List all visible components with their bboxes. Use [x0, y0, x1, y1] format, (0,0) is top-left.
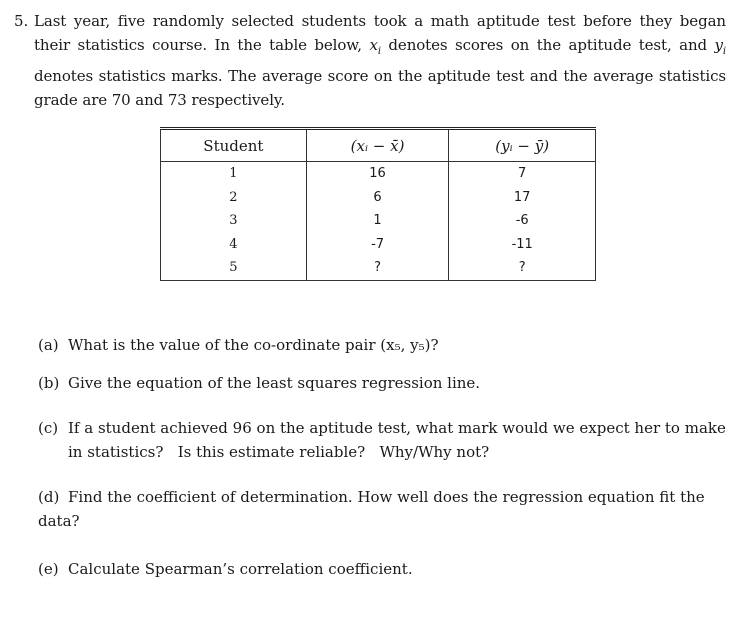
cell-x-dev: -7: [306, 233, 449, 257]
question-label: (b): [38, 374, 60, 392]
table-row: [161, 186, 596, 210]
cell-student: 1: [161, 162, 307, 186]
table-header-row: [161, 129, 596, 162]
question-text-continued: in statistics? Is this estimate reliable? Why/Why not?: [68, 443, 490, 461]
header-student: Student: [161, 129, 307, 162]
question-label: (e): [38, 560, 59, 578]
var-x: $x_i$: [369, 36, 381, 57]
cell-student: 3: [161, 209, 307, 233]
var-y: $y_i$: [714, 36, 726, 57]
question-text: Calculate Spearman’s correlation coefficient.: [68, 560, 413, 578]
question-text: Find the coefficient of determination. How well does the regression equation fit the data?: [38, 488, 705, 530]
cell-student: 4: [161, 233, 307, 257]
data-table-wrapper: [160, 127, 596, 281]
cell-student: 5: [161, 256, 307, 280]
question-text: What is the value of the co-ordinate pair (x₅, y₅)?: [68, 336, 439, 354]
cell-x-dev: 1: [306, 209, 449, 233]
cell-y-dev: 7: [449, 162, 596, 186]
cell-y-dev: ?: [449, 256, 596, 280]
data-table: [160, 127, 596, 281]
question-label: (c): [38, 419, 59, 437]
question-text: Give the equation of the least squares regression line.: [68, 374, 481, 392]
question-text: If a student achieved 96 on the aptitude test, what mark would we expect her to make: [68, 419, 726, 437]
header-y-deviation: (yᵢ − ȳ): [449, 129, 596, 162]
table-row: [161, 256, 596, 280]
question-e: [38, 557, 728, 581]
question-a: [38, 333, 728, 357]
question-label: (d): [38, 488, 60, 506]
question-b: [38, 371, 728, 395]
table-row: [161, 162, 596, 186]
cell-y-dev: 17: [449, 186, 596, 210]
problem-number: 5.: [14, 12, 29, 30]
table-row: [161, 233, 596, 257]
question-d: [38, 485, 728, 533]
cell-x-dev: ?: [306, 256, 449, 280]
cell-student: 2: [161, 186, 307, 210]
question-label: (a): [38, 336, 59, 354]
cell-x-dev: 16: [306, 162, 449, 186]
problem-text: Last year, five randomly selected students took a math aptitude test before they began their statistics course. In the table below, $x_i$ denotes scores on the aptitude test, and $y_i$ denotes statistics marks. The average score on the aptitude test and the average statistics grade are 70 and 73 respectively.: [34, 12, 726, 109]
header-x-deviation: (xᵢ − x̄): [306, 129, 449, 162]
question-c: [38, 416, 728, 464]
table-row: [161, 209, 596, 233]
cell-y-dev: -11: [449, 233, 596, 257]
problem-statement: [14, 9, 726, 112]
cell-y-dev: -6: [449, 209, 596, 233]
cell-x-dev: 6: [306, 186, 449, 210]
